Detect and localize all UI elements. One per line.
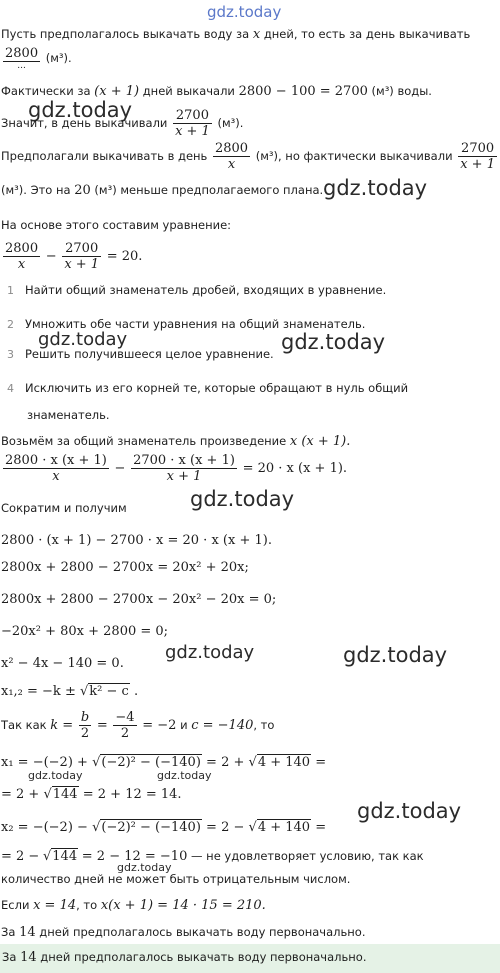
text-line: За 14 дней предполагалось выкачать воду первоначально. bbox=[1, 925, 366, 940]
list-item: 3 Решить получившееся целое уравнение. bbox=[7, 347, 274, 361]
math-line: = 2 + √144 = 2 + 12 = 14. bbox=[1, 787, 182, 802]
math-line: 2800x + 2800 − 2700x − 20x² − 20x = 0; bbox=[1, 592, 277, 607]
text-line: Фактически за (x + 1) дней выкачали 2800 − 100 = 2700 (м³) воды. bbox=[1, 84, 432, 99]
text-line: (м³). Это на 20 (м³) меньше предполагаемого плана. bbox=[1, 183, 324, 198]
answer-box: За 14 дней предполагалось выкачать воду первоначально. bbox=[0, 944, 500, 973]
list-item: 1 Найти общий знаменатель дробей, входящих в уравнение. bbox=[7, 283, 387, 297]
fraction: $\frac{-4}{2}$ bbox=[115, 710, 135, 741]
list-item: 2 Умножить обе части уравнения на общий знаменатель. bbox=[7, 317, 366, 331]
text-line: Предполагали выкачивать в день $\frac{2800}{x}$ (м³), но фактически выкачивали $\frac{2700}{x + 1}$ bbox=[1, 141, 495, 172]
math-line: x² − 4x − 140 = 0. bbox=[1, 656, 124, 671]
fraction: $\frac{2800}{x}$ bbox=[5, 241, 39, 272]
math-line: x₂ = −(−2) − √(−2)² − (−140) = 2 − √4 + 140 = bbox=[1, 820, 327, 835]
text-line: На основе этого составим уравнение: bbox=[1, 218, 232, 232]
watermark: gdz.today bbox=[28, 769, 83, 782]
text-line: Сократим и получим bbox=[1, 501, 127, 515]
math-line: x₁ = −(−2) + √(−2)² − (−140) = 2 + √4 + 140 = bbox=[1, 755, 327, 770]
text-line: $\frac{2800}{...}$ (м³). bbox=[5, 46, 72, 71]
list-item: 4 Исключить из его корней те, которые обращают в нуль общий bbox=[7, 381, 409, 395]
text-line: Возьмём за общий знаменатель произведение x (x + 1). bbox=[1, 434, 351, 449]
text-line: Значит, в день выкачивали $\frac{2700}{x + 1}$ (м³). bbox=[1, 108, 244, 139]
math-line: −20x² + 80x + 2800 = 0; bbox=[1, 624, 169, 639]
text-line: Так как k = $\frac{b}{2}$ = $\frac{-4}{2}$ = −2 и c = −140, то bbox=[1, 710, 275, 741]
watermark: gdz.today bbox=[357, 799, 462, 823]
equation: $\frac{2800}{x}$ − $\frac{2700}{x + 1}$ = 20. bbox=[5, 241, 143, 272]
math-line: 2800x + 2800 − 2700x = 20x² + 20x; bbox=[1, 560, 249, 575]
fraction: $\frac{2700}{x + 1}$ bbox=[64, 241, 100, 272]
watermark-top: gdz.today bbox=[207, 3, 282, 21]
watermark: gdz.today bbox=[281, 330, 386, 354]
watermark: gdz.today bbox=[117, 861, 172, 874]
text-line: Если x = 14, то x(x + 1) = 14 · 15 = 210. bbox=[1, 898, 266, 913]
fraction: $\frac{2800}{...}$ bbox=[5, 46, 39, 71]
fraction: $\frac{2700}{x + 1}$ bbox=[175, 108, 210, 139]
equation: $\frac{2800 \cdot x (x + 1)}{x}$ − $\frac{2700 \cdot x (x + 1)}{x + 1}$ = 20 · x (x + 1). bbox=[5, 453, 348, 484]
fraction: $\frac{2800}{x}$ bbox=[214, 141, 249, 172]
watermark: gdz.today bbox=[323, 176, 428, 200]
fraction: $\frac{2700}{x + 1}$ bbox=[460, 141, 495, 172]
text-line: Пусть предполагалось выкачать воду за x дней, то есть за день выкачивать bbox=[1, 27, 471, 42]
list-item-continuation: знаменатель. bbox=[27, 408, 110, 422]
text-line: количество дней не может быть отрицательным числом. bbox=[1, 872, 351, 886]
math-line: = 2 − √144 = 2 − 12 = −10 — не удовлетворяет условию, так как bbox=[1, 849, 424, 864]
watermark: gdz.today bbox=[190, 487, 295, 511]
watermark: gdz.today bbox=[157, 769, 212, 782]
watermark: gdz.today bbox=[28, 98, 133, 122]
fraction: $\frac{2800 \cdot x (x + 1)}{x}$ bbox=[5, 453, 107, 484]
fraction: $\frac{2700 \cdot x (x + 1)}{x + 1}$ bbox=[133, 453, 235, 484]
math-line: 2800 · (x + 1) − 2700 · x = 20 · x (x + 1). bbox=[1, 533, 272, 548]
watermark: gdz.today bbox=[38, 329, 128, 350]
watermark: gdz.today bbox=[343, 643, 448, 667]
math-line: x₁,₂ = −k ± √k² − c . bbox=[1, 684, 139, 699]
fraction: $\frac{b}{2}$ bbox=[80, 710, 90, 741]
watermark: gdz.today bbox=[165, 642, 255, 663]
